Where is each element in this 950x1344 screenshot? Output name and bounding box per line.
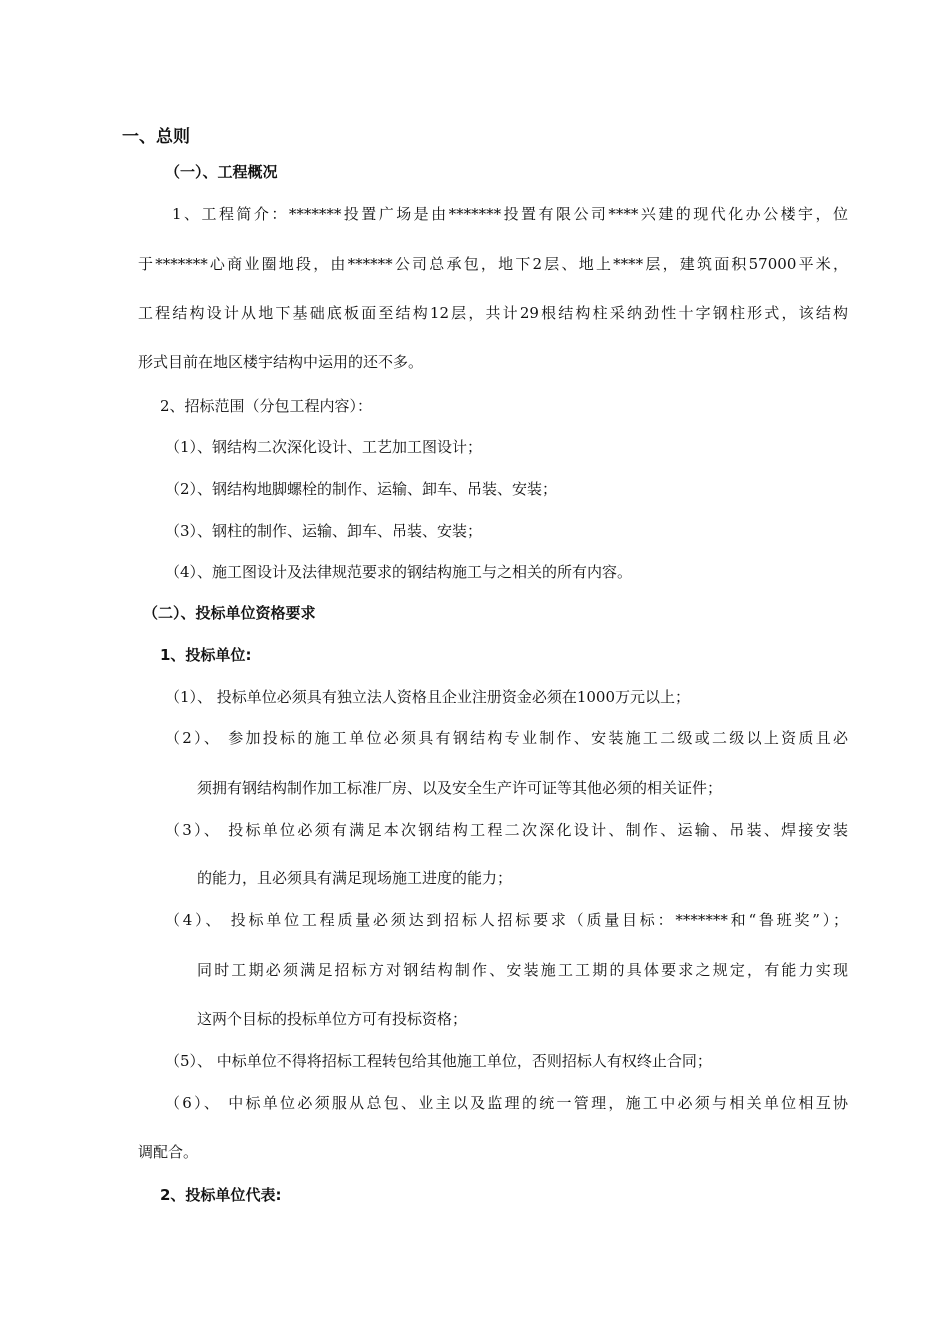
requirement-line: 须拥有钢结构制作加工标准厂房、以及安全生产许可证等其他必须的相关证件； bbox=[197, 779, 723, 797]
requirement-line: （3）、 投标单位必须有满足本次钢结构工程二次深化设计、制作、运输、吊装、焊接安装 bbox=[165, 821, 848, 839]
section-2-title: （二）、投标单位资格要求 bbox=[143, 604, 316, 622]
scope-item: （3）、钢柱的制作、运输、卸车、吊装、安装； bbox=[165, 522, 483, 540]
requirement-line: 调配合。 bbox=[138, 1143, 199, 1161]
scope-item: （2）、钢结构地脚螺栓的制作、运输、卸车、吊装、安装； bbox=[165, 480, 558, 498]
scope-item: （1）、钢结构二次深化设计、工艺加工图设计； bbox=[165, 438, 483, 456]
paragraph-line: 形式目前在地区楼宇结构中运用的还不多。 bbox=[138, 353, 424, 371]
subsection-1-title: 1、投标单位: bbox=[160, 646, 252, 664]
paragraph-line: 工程结构设计从地下基础底板面至结构12层，共计29根结构柱采纳劲性十字钢柱形式，该结构 bbox=[138, 304, 848, 322]
requirement-line: 同时工期必须满足招标方对钢结构制作、安装施工工期的具体要求之规定，有能力实现 bbox=[197, 961, 848, 979]
subsection-2-title: 2、投标单位代表: bbox=[160, 1186, 282, 1204]
requirement-line: （6）、 中标单位必须服从总包、业主以及监理的统一管理，施工中必须与相关单位相互协 bbox=[165, 1094, 848, 1112]
requirement-line: 的能力，且必须具有满足现场施工进度的能力； bbox=[197, 869, 513, 887]
scope-item: （4）、施工图设计及法律规范要求的钢结构施工与之相关的所有内容。 bbox=[165, 563, 633, 581]
section-1-title: （一）、工程概况 bbox=[165, 163, 278, 181]
paragraph-line: 于*******心商业圈地段，由******公司总承包，地下2层、地上****层，建筑面积57000平米， bbox=[138, 255, 848, 273]
requirement-line: 这两个目标的投标单位方可有投标资格； bbox=[197, 1010, 468, 1028]
requirement-line: （4）、 投标单位工程质量必须达到招标人招标要求（质量目标：*******和“鲁班奖”）； bbox=[165, 911, 848, 929]
requirement-line: （5）、 中标单位不得将招标工程转包给其他施工单位，否则招标人有权终止合同； bbox=[165, 1052, 712, 1070]
paragraph-line: 1、工程简介：*******投置广场是由*******投置有限公司****兴建的现代化办公楼宇，位 bbox=[172, 205, 848, 223]
main-heading: 一、总则 bbox=[122, 127, 190, 147]
scope-title: 2、招标范围（分包工程内容）： bbox=[160, 397, 373, 415]
requirement-line: （1）、 投标单位必须具有独立法人资格且企业注册资金必须在1000万元以上； bbox=[165, 688, 690, 706]
requirement-line: （2）、 参加投标的施工单位必须具有钢结构专业制作、安装施工二级或二级以上资质且必 bbox=[165, 729, 848, 747]
